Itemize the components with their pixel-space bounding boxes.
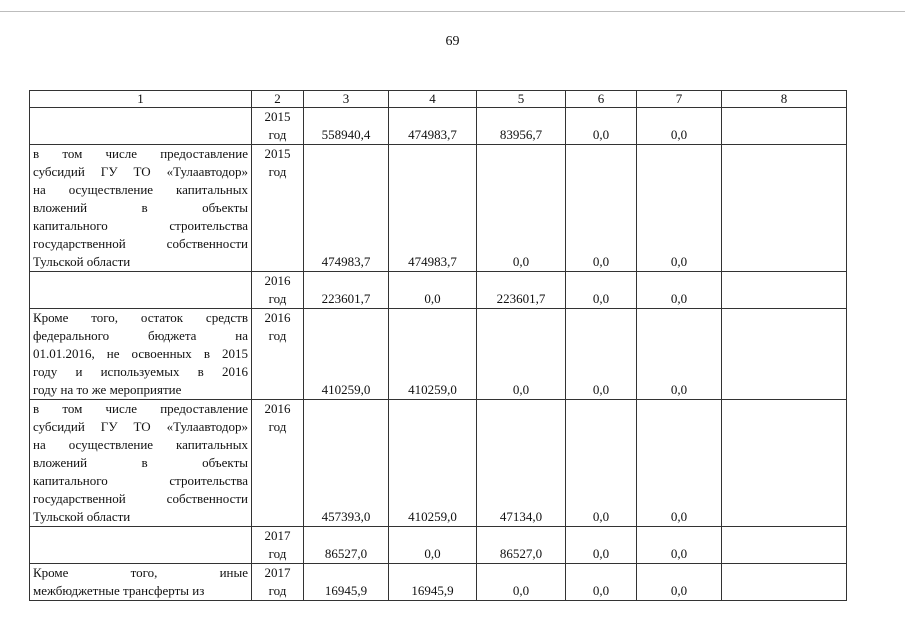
value-cell: 0,0: [389, 272, 477, 309]
year-line: 2017: [264, 565, 291, 580]
column-header: 3: [304, 91, 389, 108]
value-cell: 86527,0: [304, 527, 389, 564]
column-header: 8: [722, 91, 847, 108]
table-body: [30, 91, 847, 601]
value-cell: 0,0: [637, 108, 722, 145]
year-line: год: [268, 127, 287, 142]
description-line: в том числе предоставление: [33, 146, 248, 161]
description-line: капитального строительства: [33, 218, 248, 233]
column-header: 7: [637, 91, 722, 108]
value-cell: 0,0: [566, 527, 637, 564]
column-header: 4: [389, 91, 477, 108]
value-cell: 0,0: [566, 400, 637, 527]
description-line: в том числе предоставление: [33, 401, 248, 416]
value-cell: 0,0: [637, 400, 722, 527]
row-description: [30, 400, 252, 527]
value-cell: 0,0: [566, 145, 637, 272]
value-cell: 558940,4: [304, 108, 389, 145]
value-cell: 457393,0: [304, 400, 389, 527]
value-cell: 410259,0: [304, 309, 389, 400]
row-year: [252, 108, 304, 145]
value-cell: 0,0: [637, 527, 722, 564]
year-line: 2015: [264, 109, 291, 124]
description-line: субсидий ГУ ТО «Тулаавтодор»: [33, 164, 248, 179]
row-year: [252, 309, 304, 400]
description-line: на осуществление капитальных: [33, 437, 248, 452]
description-line: вложений в объекты: [33, 455, 248, 470]
value-cell: 0,0: [389, 527, 477, 564]
row-year: [252, 400, 304, 527]
year-line: 2017: [264, 528, 291, 543]
table-row: [30, 272, 847, 309]
year-line: 2015: [264, 146, 291, 161]
year-line: год: [268, 291, 287, 306]
value-cell: 0,0: [637, 309, 722, 400]
year-line: год: [268, 419, 287, 434]
column-header: 5: [477, 91, 566, 108]
description-line: Кроме того, остаток средств: [33, 310, 248, 325]
row-year: [252, 564, 304, 601]
table-row: [30, 400, 847, 527]
value-cell: 410259,0: [389, 309, 477, 400]
description-line: государственной собственности: [33, 236, 248, 251]
row-description: [30, 527, 252, 564]
description-line: федерального бюджета на: [33, 328, 248, 343]
column-header: 2: [252, 91, 304, 108]
column-header: 6: [566, 91, 637, 108]
value-cell: [722, 145, 847, 272]
description-line: Кроме того, иные: [33, 565, 248, 580]
row-description: [30, 564, 252, 601]
value-cell: 410259,0: [389, 400, 477, 527]
value-cell: 474983,7: [389, 108, 477, 145]
header-row: [30, 91, 847, 108]
description-line: 01.01.2016, не освоенных в 2015: [33, 346, 248, 361]
value-cell: 0,0: [566, 272, 637, 309]
row-year: [252, 272, 304, 309]
column-header: 1: [30, 91, 252, 108]
row-year: [252, 527, 304, 564]
page-number: 69: [445, 34, 460, 49]
value-cell: 0,0: [637, 272, 722, 309]
value-cell: 16945,9: [389, 564, 477, 601]
value-cell: 223601,7: [477, 272, 566, 309]
description-line: государственной собственности: [33, 491, 248, 506]
value-cell: 47134,0: [477, 400, 566, 527]
table-row: [30, 145, 847, 272]
value-cell: 0,0: [566, 564, 637, 601]
value-cell: 0,0: [566, 309, 637, 400]
row-description: [30, 108, 252, 145]
value-cell: 86527,0: [477, 527, 566, 564]
description-line: Тульской области: [33, 509, 131, 524]
year-line: 2016: [264, 310, 291, 325]
value-cell: [722, 108, 847, 145]
description-line: субсидий ГУ ТО «Тулаавтодор»: [33, 419, 248, 434]
year-line: год: [268, 583, 287, 598]
value-cell: 0,0: [637, 564, 722, 601]
description-line: вложений в объекты: [33, 200, 248, 215]
value-cell: [722, 309, 847, 400]
year-line: 2016: [264, 401, 291, 416]
value-cell: [722, 564, 847, 601]
value-cell: 83956,7: [477, 108, 566, 145]
description-line: капитального строительства: [33, 473, 248, 488]
year-line: год: [268, 164, 287, 179]
row-description: [30, 272, 252, 309]
table-row: [30, 564, 847, 601]
description-line: Тульской области: [33, 254, 131, 269]
year-line: 2016: [264, 273, 291, 288]
row-description: [30, 309, 252, 400]
row-description: [30, 145, 252, 272]
description-line: году и используемых в 2016: [33, 364, 248, 379]
table-row: [30, 108, 847, 145]
value-cell: 474983,7: [389, 145, 477, 272]
value-cell: 16945,9: [304, 564, 389, 601]
year-line: год: [268, 328, 287, 343]
value-cell: 474983,7: [304, 145, 389, 272]
value-cell: 0,0: [637, 145, 722, 272]
value-cell: 0,0: [566, 108, 637, 145]
top-rule: [0, 11, 905, 12]
description-line: на осуществление капитальных: [33, 182, 248, 197]
description-line: межбюджетные трансферты из: [33, 583, 205, 598]
budget-table: [29, 90, 847, 601]
value-cell: [722, 527, 847, 564]
value-cell: 0,0: [477, 145, 566, 272]
value-cell: 223601,7: [304, 272, 389, 309]
value-cell: 0,0: [477, 564, 566, 601]
value-cell: [722, 400, 847, 527]
table-row: [30, 309, 847, 400]
value-cell: [722, 272, 847, 309]
year-line: год: [268, 546, 287, 561]
row-year: [252, 145, 304, 272]
description-line: году на то же мероприятие: [33, 382, 182, 397]
table-row: [30, 527, 847, 564]
value-cell: 0,0: [477, 309, 566, 400]
